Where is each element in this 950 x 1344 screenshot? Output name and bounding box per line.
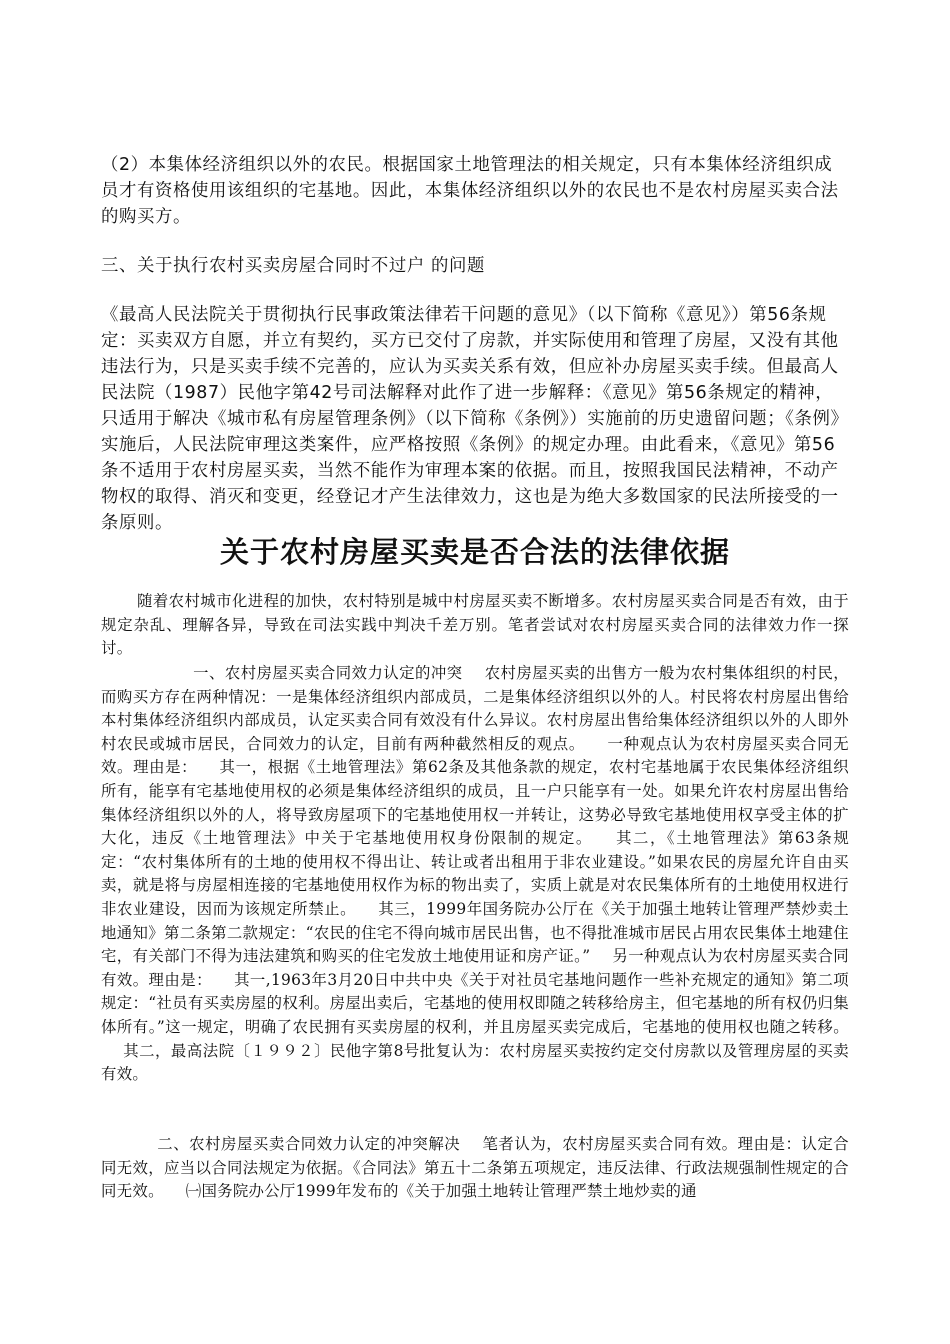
section-2-body — [101, 1133, 849, 1204]
section-2-text-2: ㈠国务院办公厅1999年发布的《关于加强土地转让管理严禁土地炒卖的通 — [185, 1182, 697, 1201]
section-2-text-1: 笔者认为，农村房屋买卖合同有效。理由是：认定合同无效，应当以合同法规定为依据。《合同法》第五十二条第五项规定，违反法律、行政法规强制性规定的合同无效。 — [101, 1135, 849, 1201]
paragraph-opinion-article-56: 《最高人民法院关于贯彻执行民事政策法律若干问题的意见》（以下简称《意见》）第56条规定：买卖双方自愿，并立有契约，买方已交付了房款，并实际使用和管理了房屋，又没有其他违法行为，只是买卖手续不完善的，应认为买卖关系有效，但应补办房屋买卖手续。但最高人民法院（1987）民他字第42号司法解释对此作了进一步解释：《意见》第56条规定的精神，只适用于解决《城市私有房屋管理条例》（以下简称《条例》）实施前的历史遗留问题；《条例》实施后，人民法院审理这类案件，应严格按照《条例》的规定办理。由此看来，《意见》第56条不适用于农村房屋买卖，当然不能作为审理本案的依据。而且，按照我国民法精神，不动产物权的取得、消灭和变更，经登记才产生法律效力，这也是为绝大多数国家的民法所接受的一条原则。 — [101, 305, 849, 533]
paragraph-buyer-outsider: （2）本集体经济组织以外的农民。根据国家土地管理法的相关规定，只有本集体经济组织成员才有资格使用该组织的宅基地。因此，本集体经济组织以外的农民也不是农村房屋买卖合法的购买方。 — [101, 155, 839, 227]
section-1-text-8: 其二，最高法院〔１９９２〕民他字第8号批复认为：农村房屋买卖按约定交付房款以及管理房屋的买卖有效。 — [101, 1041, 849, 1084]
section-1-text-4: 其二，《土地管理法》第63条规定：“农村集体所有的土地的使用权不得出让、转让或者出租用于非农业建设。”如果农民的房屋允许自由买卖，就是将与房屋相连接的宅基地使用权作为标的物出卖了，实质上就是对农民集体所有的土地使用权进行非农业建设，因而为该规定所禁止。 — [101, 829, 850, 918]
section-1-text-2: 一种观点认为农村房屋买卖合同无效。理由是： — [101, 734, 849, 777]
section-1-body — [101, 662, 849, 1087]
section-2-heading: 二、农村房屋买卖合同效力认定的冲突解决 — [157, 1135, 461, 1153]
article-intro: 随着农村城市化进程的加快，农村特别是城中村房屋买卖不断增多。农村房屋买卖合同是否有效，由于规定杂乱、理解各异，导致在司法实践中判决千差万别。笔者尝试对农村房屋买卖合同的法律效力作一探讨。 — [101, 592, 849, 658]
section-1-heading: 一、农村房屋买卖合同效力认定的冲突 — [193, 664, 463, 682]
article-title: 关于农村房屋买卖是否合法的法律依据 — [219, 535, 730, 569]
heading-transfer-issue: 三、关于执行农村买卖房屋合同时不过户 的问题 — [101, 256, 485, 276]
section-1-text-6: 另一种观点认为农村房屋买卖合同有效。理由是： — [101, 947, 849, 989]
section-1-text-1: 农村房屋买卖的出售方一般为农村集体组织的村民，而购买方存在两种情况：一是集体经济组织内部成员，二是集体经济组织以外的人。村民将农村房屋出售给本村集体经济组织内部成员，认定买卖合同有效没有什么异议。农村房屋出售给集体经济组织以外的人即外村农民或城市居民，合同效力的认定，目前有两种截然相反的观点。 — [101, 664, 849, 753]
section-1-text-7: 其一,1963年3月20日中共中央《关于对社员宅基地问题作一些补充规定的通知》第二项规定：“社员有买卖房屋的权利。房屋出卖后，宅基地的使用权即随之转移给房主，但宅基地的所有权仍归集体所有。”这一规定，明确了农民拥有买卖房屋的权利，并且房屋买卖完成后，宅基地的使用权也随之转移。 — [101, 970, 849, 1036]
section-1-text-5: 其三，1999年国务院办公厅在《关于加强土地转让管理严禁炒卖土地通知》第二条第二款规定：“农民的住宅不得向城市居民出售，也不得批准城市居民占用农民集体土地建住宅，有关部门不得为违法建筑和购买的住宅发放土地使用证和房产证。” — [101, 899, 849, 966]
section-1-text-3: 其一，根据《土地管理法》第62条及其他条款的规定，农村宅基地属于农民集体经济组织所有，能享有宅基地使用权的必须是集体经济组织的成员，且一户只能享有一处。如果允许农村房屋出售给集体经济组织以外的人，将导致房屋项下的宅基地使用权一并转让，这势必导致宅基地使用权享受主体的扩大化，违反《土地管理法》中关于宅基地使用权身份限制的规定。 — [101, 758, 849, 848]
